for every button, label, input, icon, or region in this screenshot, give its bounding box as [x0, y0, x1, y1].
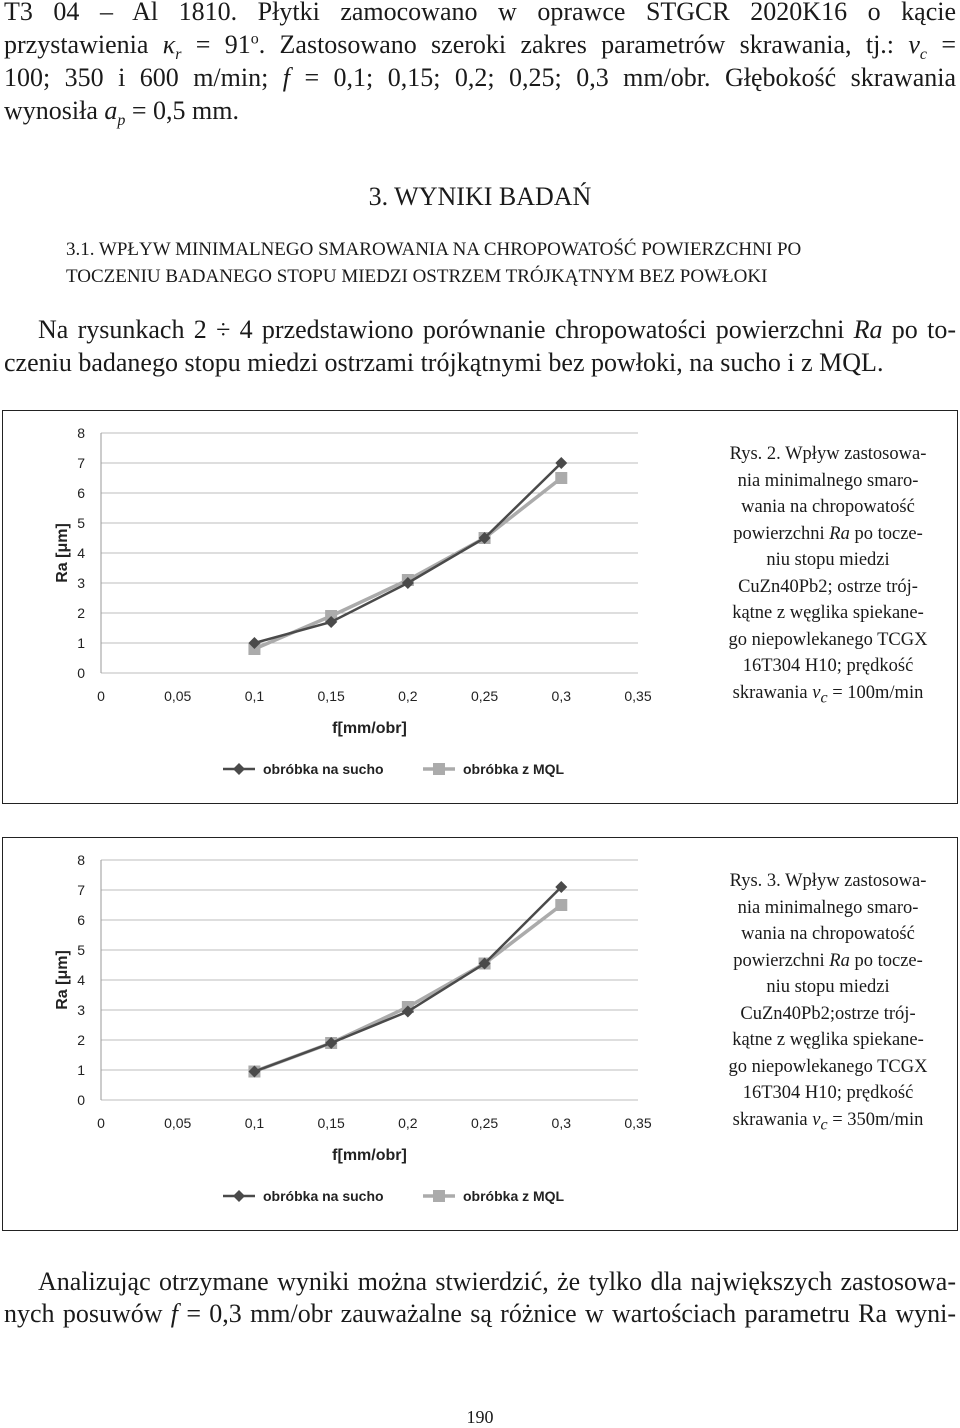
x-tick-label: 0,2 — [398, 688, 418, 704]
x-tick-label: 0 — [97, 1115, 105, 1131]
x-tick-label: 0,2 — [398, 1115, 418, 1131]
bottom-line-2: nych posuwów f = 0,3 mm/obr zauważalne są różnice w wartościach parametru Ra wyni- — [4, 1299, 956, 1328]
y-tick-label: 3 — [77, 1002, 85, 1018]
body-line-1: Na rysunkach 2 ÷ 4 przedstawiono porównanie chropowatości powierzchni Ra po to- — [38, 315, 956, 344]
chart-fig3 — [3, 838, 703, 1228]
y-tick-label: 6 — [77, 912, 85, 928]
x-tick-label: 0,15 — [317, 1115, 345, 1131]
y-tick-label: 5 — [77, 942, 85, 958]
y-tick-label: 8 — [77, 852, 85, 868]
intro-line-4: wynosiła $a_p = 0,5$ mm. — [4, 96, 240, 130]
y-tick-label: 1 — [77, 635, 85, 651]
body-line-2: czeniu badanego stopu miedzi ostrzami trójkątnymi bez powłoki, na sucho i z MQL. — [4, 348, 884, 377]
y-tick-label: 7 — [77, 455, 85, 471]
y-tick-label: 0 — [77, 1092, 85, 1108]
x-tick-label: 0,3 — [551, 1115, 572, 1131]
x-axis-title: f[mm/obr] — [332, 720, 407, 737]
y-tick-label: 7 — [77, 882, 85, 898]
x-tick-label: 0,05 — [164, 1115, 192, 1131]
figure-3-caption: Rys. 3. Wpływ zastosowa- nia minimalnego smaro- wania na chropowatość powierzchni Ra po tocze- niu stopu miedzi CuZn40Pb2;ostrze trój- kątne z węglika spiekane- go niepowlekanego TCGX 16T304 H10; prędkość skrawania $v_c = 350m/\min$ — [728, 871, 928, 1134]
y-tick-label: 3 — [77, 575, 85, 591]
legend-marker-diamond — [233, 763, 245, 775]
y-tick-label: 8 — [77, 425, 85, 441]
x-tick-label: 0,35 — [624, 1115, 652, 1131]
data-point-square — [555, 899, 567, 911]
y-tick-label: 5 — [77, 515, 85, 531]
x-tick-label: 0,25 — [470, 688, 499, 704]
legend-label: obróbka z MQL — [463, 761, 565, 777]
figure-2 — [2, 410, 958, 804]
legend-label: obróbka na sucho — [263, 1188, 384, 1204]
legend-marker-diamond — [233, 1190, 245, 1202]
x-tick-label: 0,1 — [244, 1115, 265, 1131]
y-tick-label: 0 — [77, 665, 85, 681]
chart-fig2 — [3, 411, 703, 801]
legend-marker-square — [433, 763, 445, 775]
x-tick-label: 0,05 — [164, 688, 192, 704]
page-number: 190 — [466, 1407, 494, 1427]
series-line — [254, 887, 561, 1072]
y-tick-label: 2 — [77, 1032, 85, 1048]
y-tick-label: 2 — [77, 605, 85, 621]
figure-2-caption: Rys. 2. Wpływ zastosowa- nia minimalnego smaro- wania na chropowatość powierzchni Ra po tocze- niu stopu miedzi CuZn40Pb2; ostrze trój- kątne z węglika spiekane- go niepowlekanego TCGX 16T304 H10; prędkość skrawania $v_c = 100m/\min$ — [728, 444, 928, 707]
subsection-heading-2: TOCZENIU BADANEGO STOPU MIEDZI OSTRZEM TRÓJKĄTNYM BEZ POWŁOKI — [66, 266, 768, 287]
y-axis-title: Ra [μm] — [54, 523, 71, 583]
x-axis-title: f[mm/obr] — [332, 1147, 407, 1164]
y-tick-label: 4 — [77, 545, 85, 561]
legend-label: obróbka z MQL — [463, 1188, 565, 1204]
x-tick-label: 0,25 — [470, 1115, 499, 1131]
figure-3 — [2, 837, 958, 1231]
y-axis-title: Ra [μm] — [54, 950, 71, 1010]
x-tick-label: 0,35 — [624, 688, 652, 704]
series-line — [254, 478, 561, 649]
intro-line-1: T3 04 – Al 1810. Płytki zamocowano w oprawce STGCR 2020K16 o kącie — [4, 0, 956, 26]
x-tick-label: 0,1 — [244, 688, 265, 704]
intro-line-3: 100; 350 i 600 m/min; f = 0,1; 0,15; 0,2; 0,25; 0,3 mm/obr. Głębokość skrawania — [4, 63, 956, 92]
bottom-line-1: Analizując otrzymane wyniki można stwierdzić, że tylko dla największych zastosowa- — [38, 1267, 956, 1296]
y-tick-label: 1 — [77, 1062, 85, 1078]
legend-label: obróbka na sucho — [263, 761, 384, 777]
section-heading: 3. WYNIKI BADAŃ — [368, 182, 592, 211]
legend-marker-square — [433, 1190, 445, 1202]
data-point-square — [555, 472, 567, 484]
series-line — [254, 905, 561, 1072]
x-tick-label: 0,3 — [551, 688, 572, 704]
y-tick-label: 6 — [77, 485, 85, 501]
x-tick-label: 0 — [97, 688, 105, 704]
y-tick-label: 4 — [77, 972, 85, 988]
intro-line-2: przystawienia $\kappa_r = 91^o$. Zastosowano szeroki zakres parametrów skrawania, tj.: $v_c$ = — [4, 30, 956, 64]
subsection-heading-1: 3.1. WPŁYW MINIMALNEGO SMAROWANIA NA CHROPOWATOŚĆ POWIERZCHNI PO — [66, 239, 802, 260]
x-tick-label: 0,15 — [317, 688, 345, 704]
